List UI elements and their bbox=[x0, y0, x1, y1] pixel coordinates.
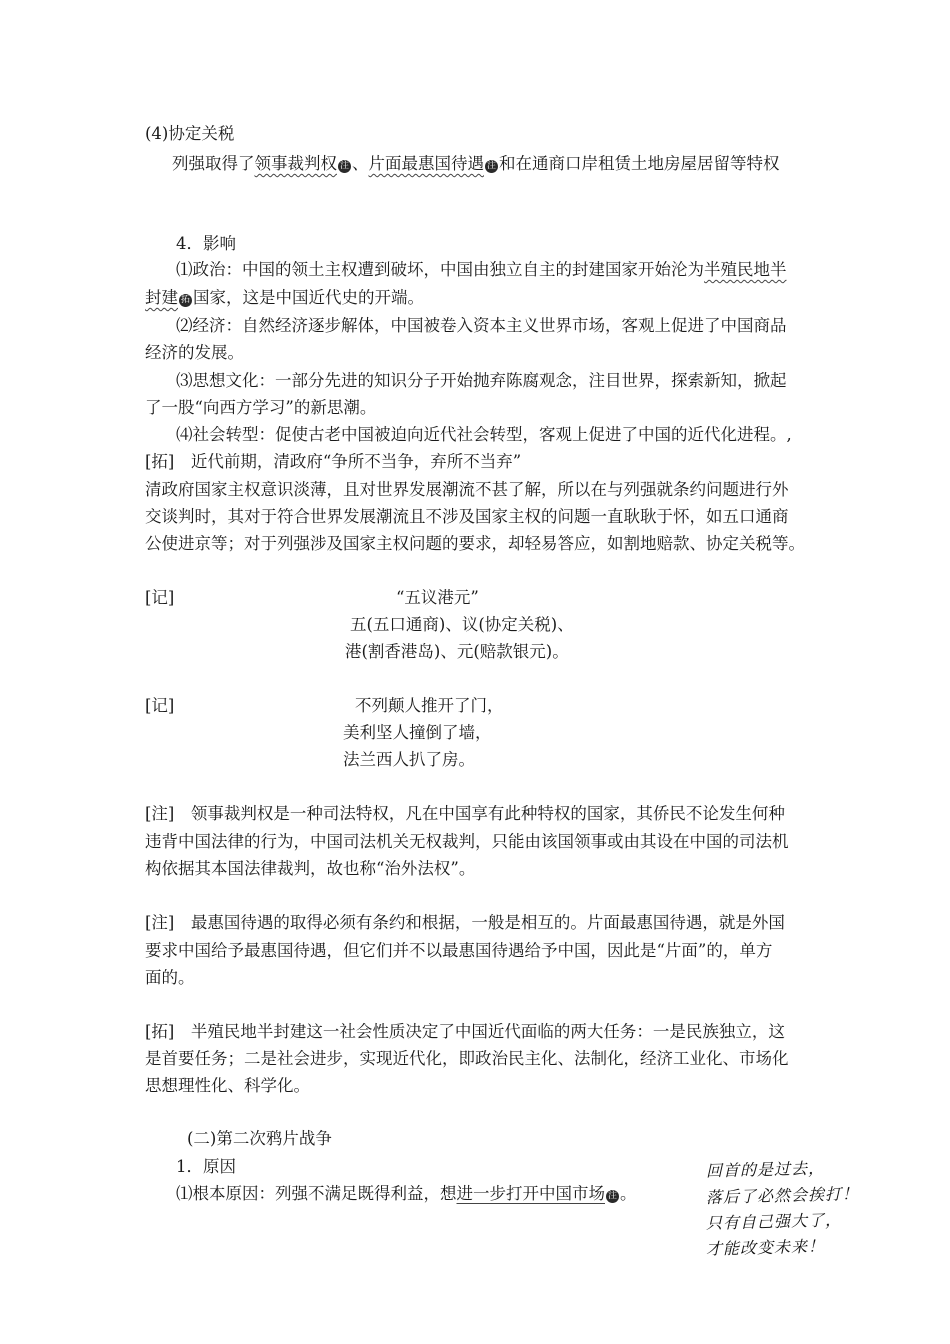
note-badge-icon: 注 bbox=[486, 161, 496, 171]
poem-line-2: 美利坚人撞倒了墙， bbox=[343, 723, 492, 742]
extension-line-1: 清政府国家主权意识淡薄，且对世界发展潮流不甚了解，所以在与列强就条约问题进行外 bbox=[145, 480, 789, 499]
politics-line-2 bbox=[145, 290, 424, 307]
memo-line-1: 五(五口通商)、议(协定关税)、 bbox=[350, 615, 574, 634]
note-line-1: [注] 最惠国待遇的取得必须有条约和根据，一般是相互的。片面最惠国待遇，就是外国 bbox=[145, 913, 785, 932]
text-segment: 。 bbox=[620, 1184, 637, 1203]
economy-line-1: ⑵经济：自然经济逐步解体，中国被卷入资本主义世界市场，客观上促进了中国商品 bbox=[176, 316, 787, 335]
extension-title: [拓] 近代前期，清政府“争所不当争，弃所不当弃” bbox=[145, 452, 522, 471]
text-segment: ⑴根本原因：列强不满足既得利益，想 bbox=[176, 1184, 457, 1203]
privileges-line bbox=[172, 156, 780, 173]
text-segment: ⑴政治：中国的领土主权遭到破坏，中国由独立自主的封建国家开始沦为 bbox=[176, 260, 704, 279]
handwriting-line-2: 落后了必然会挨打！ bbox=[705, 1184, 860, 1207]
note-line-1: [注] 领事裁判权是一种司法特权，凡在中国享有此种特权的国家，其侨民不论发生何种 bbox=[145, 804, 785, 823]
impact-heading: 4．影响 bbox=[176, 234, 236, 253]
note-line-3: 面的。 bbox=[145, 968, 195, 987]
memo-title: “五议港元” bbox=[396, 588, 479, 607]
economy-line-2: 经济的发展。 bbox=[145, 343, 244, 362]
culture-line-2: 了一股“向西方学习”的新思潮。 bbox=[145, 398, 377, 417]
extension-line-1: [拓] 半殖民地半封建这一社会性质决定了中国近代面临的两大任务：一是民族独立，这 bbox=[145, 1022, 785, 1041]
note-line-3: 构依据其本国法律裁判，故也称“治外法权”。 bbox=[145, 859, 476, 878]
extension-line-2: 交谈判时，其对于符合世界发展潮流且不涉及国家主权的问题一直耿耿于怀，如五口通商 bbox=[145, 507, 789, 526]
root-cause-line bbox=[176, 1186, 637, 1203]
feudal-term: 封建 bbox=[145, 288, 178, 307]
section-heading: (4)协定关税 bbox=[145, 124, 235, 143]
note-badge-icon: 注 bbox=[339, 161, 349, 171]
handwriting-line-4: 才能改变未来！ bbox=[705, 1236, 826, 1259]
memo-line-2: 港(割香港岛)、元(赔款银元)。 bbox=[345, 642, 569, 661]
note-line-2: 要求中国给予最惠国待遇，但它们并不以最惠国待遇给予中国，因此是“片面”的，单方 bbox=[145, 941, 773, 960]
poem-line-1: 不列颠人推开了门， bbox=[355, 696, 504, 715]
note-line-2: 违背中国法律的行为，中国司法机关无权裁判，只能由该国领事或由其设在中国的司法机 bbox=[145, 832, 789, 851]
society-line: ⑷社会转型：促使古老中国被迫向近代社会转型，客观上促进了中国的近代化进程。, bbox=[176, 425, 792, 444]
handwriting-line-1: 回首的是过去， bbox=[705, 1158, 826, 1181]
war-heading: (二)第二次鸦片战争 bbox=[187, 1129, 332, 1148]
memo-tag: [记] bbox=[145, 696, 175, 715]
text-segment: 、 bbox=[352, 154, 369, 173]
politics-line-1 bbox=[176, 262, 787, 279]
text-segment: 和在通商口岸租赁土地房屋居留等特权 bbox=[499, 154, 780, 173]
extension-badge-icon: 拓 bbox=[180, 295, 190, 305]
cause-heading: 1．原因 bbox=[176, 1157, 236, 1176]
open-market-term: 进一步打开中国市场 bbox=[456, 1184, 605, 1203]
extension-line-3: 公使进京等；对于列强涉及国家主权问题的要求，却轻易答应，如割地赔款、协定关税等。 bbox=[145, 534, 805, 553]
memo-tag: [记] bbox=[145, 588, 175, 607]
most-favored-nation-term: 片面最惠国待遇 bbox=[368, 154, 484, 173]
extension-line-3: 思想理性化、科学化。 bbox=[145, 1076, 310, 1095]
semi-colonial-term: 半殖民地半 bbox=[704, 260, 787, 279]
poem-line-3: 法兰西人扒了房。 bbox=[343, 750, 475, 769]
text-segment: 国家，这是中国近代史的开端。 bbox=[193, 288, 424, 307]
extension-line-2: 是首要任务；二是社会进步，实现近代化，即政治民主化、法制化，经济工业化、市场化 bbox=[145, 1049, 789, 1068]
text-segment: 列强取得了 bbox=[172, 154, 255, 173]
note-badge-icon: 注 bbox=[607, 1191, 617, 1201]
consular-jurisdiction-term: 领事裁判权 bbox=[254, 154, 337, 173]
handwriting-line-3: 只有自己强大了， bbox=[705, 1210, 843, 1233]
culture-line-1: ⑶思想文化：一部分先进的知识分子开始抛弃陈腐观念，注目世界，探索新知，掀起 bbox=[176, 371, 787, 390]
